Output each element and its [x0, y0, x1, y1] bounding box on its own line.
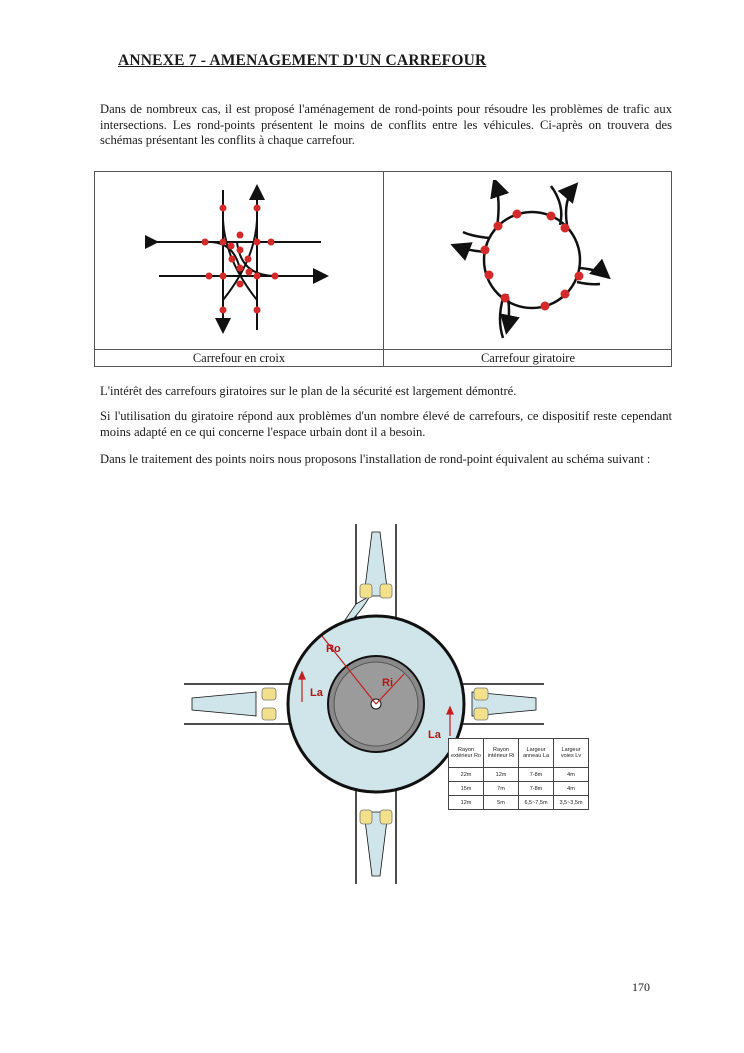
dimensions-table	[448, 738, 589, 810]
ri-label: Ri	[382, 677, 393, 689]
page-number: 170	[632, 980, 650, 994]
conflict-points-cross	[202, 205, 279, 314]
cell: 22m	[449, 768, 484, 782]
cell: 12m	[449, 796, 484, 810]
conflict-comparison-table	[94, 171, 672, 367]
cell: 7-8m	[519, 768, 554, 782]
roundabout-layout-diagram	[184, 524, 544, 884]
cell: 6,5~7,5m	[519, 796, 554, 810]
cell: 5m	[484, 796, 519, 810]
header-la: Largeur anneau La	[519, 739, 554, 768]
ro-label: Ro	[326, 643, 341, 655]
cross-intersection-diagram	[145, 180, 335, 340]
table-caption-line	[95, 349, 671, 350]
table-divider	[383, 172, 384, 366]
cell: 7m	[484, 782, 519, 796]
la-label-left: La	[310, 687, 323, 699]
header-ro: Rayon extérieur Ro	[449, 739, 484, 768]
security-paragraph: L'intérêt des carrefours giratoires sur le plan de la sécurité est largement démontré.	[100, 384, 517, 398]
header-lv: Largeur voies Lv	[554, 739, 589, 768]
roundabout-caption: Carrefour giratoire	[480, 351, 576, 365]
table-row	[449, 782, 589, 796]
cell: 12m	[484, 768, 519, 782]
table-row	[449, 768, 589, 782]
header-ri: Rayon intérieur Ri	[484, 739, 519, 768]
urban-paragraph: Si l'utilisation du giratoire répond aux problèmes d'un nombre élevé de carrefours, ce dispositif reste cependant moins adapté en ce qui concerne l'espace urbain dont il a besoin.	[100, 409, 672, 439]
cell: 4m	[554, 782, 589, 796]
treatment-paragraph: Dans le traitement des points noirs nous proposons l'installation de rond-point équivalent au schéma suivant :	[100, 452, 651, 466]
cell: 7-8m	[519, 782, 554, 796]
table-row	[449, 796, 589, 810]
annex-title: ANNEXE 7 - AMENAGEMENT D'UN CARREFOUR	[118, 52, 487, 69]
roundabout-conflict-diagram	[445, 180, 615, 340]
la-label-right: La	[428, 729, 441, 741]
cross-intersection-caption: Carrefour en croix	[192, 351, 286, 365]
intro-paragraph: Dans de nombreux cas, il est proposé l'aménagement de rond-points pour résoudre les problèmes de trafic aux intersections. Les rond-points présentent le moins de conflits entre les véhicules. Ci-après on trouvera des schémas présentant les conflits à chaque carrefour.	[100, 102, 672, 147]
cell: 15m	[449, 782, 484, 796]
cell: 4m	[554, 768, 589, 782]
cell: 3,5~3,5m	[554, 796, 589, 810]
